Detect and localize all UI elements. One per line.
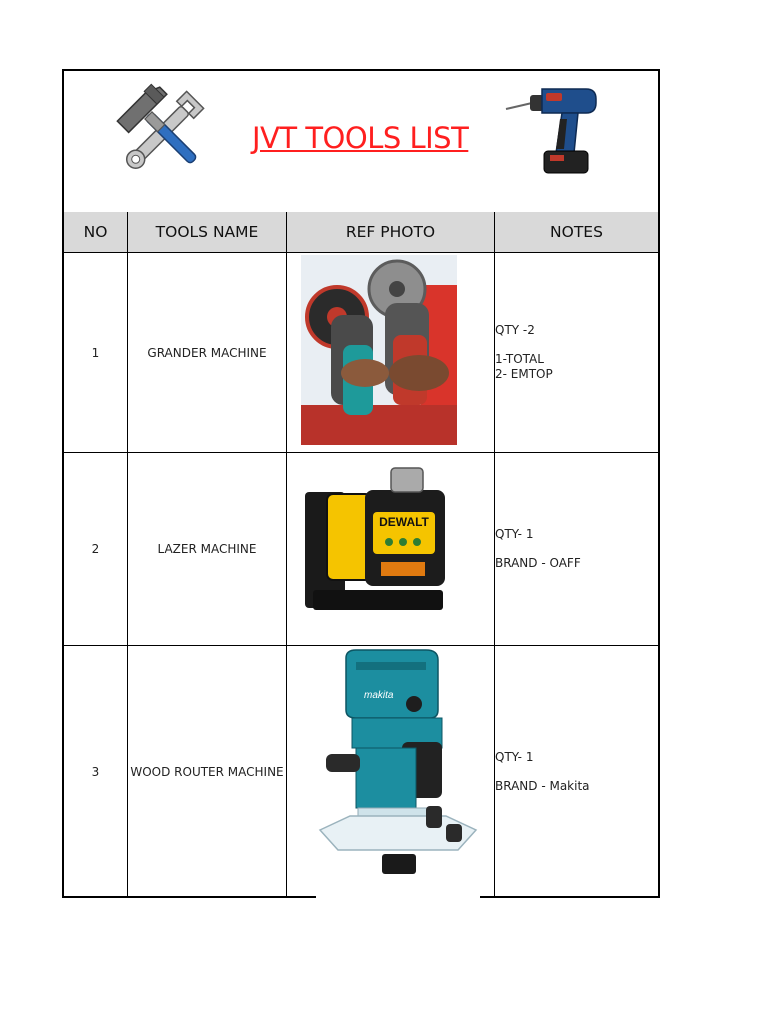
note-line: 1-TOTAL	[495, 352, 544, 366]
note-line	[495, 338, 553, 353]
sheet-header	[64, 71, 658, 213]
note-line: QTY- 1	[495, 527, 534, 541]
note-line	[495, 542, 581, 557]
wrench-hammer-icon	[112, 79, 216, 183]
laser-brand-text: DEWALT	[379, 515, 429, 529]
wood-router-photo	[316, 648, 480, 898]
tool-name: WOOD ROUTER MACHINE	[130, 765, 284, 779]
note-line: QTY -2	[495, 323, 535, 337]
note-line: QTY- 1	[495, 750, 534, 764]
row-number: 1	[91, 346, 100, 360]
page-title: JVT TOOLS LIST	[252, 121, 469, 155]
notes-cell	[495, 323, 553, 381]
note-line	[495, 765, 590, 780]
tool-name: LAZER MACHINE	[157, 542, 257, 556]
row-number: 3	[91, 765, 100, 779]
grid-line	[286, 212, 287, 898]
column-header-no: NO	[64, 212, 127, 253]
router-brand-text: makita	[364, 690, 394, 701]
note-line: BRAND - OAFF	[495, 556, 581, 570]
tool-name: GRANDER MACHINE	[147, 346, 267, 360]
row-number: 2	[91, 542, 100, 556]
tools-list-sheet	[62, 69, 660, 898]
notes-cell	[495, 527, 581, 571]
note-line: 2- EMTOP	[495, 366, 553, 381]
laser-level-photo	[303, 464, 447, 614]
angle-grinder-photo	[301, 255, 457, 445]
notes-cell	[495, 750, 590, 794]
column-header-tools-name: TOOLS NAME	[128, 212, 286, 253]
cordless-drill-icon	[504, 79, 604, 179]
column-header-ref-photo: REF PHOTO	[287, 212, 494, 253]
note-line: BRAND - Makita	[495, 779, 590, 793]
column-header-notes: NOTES	[495, 212, 658, 253]
